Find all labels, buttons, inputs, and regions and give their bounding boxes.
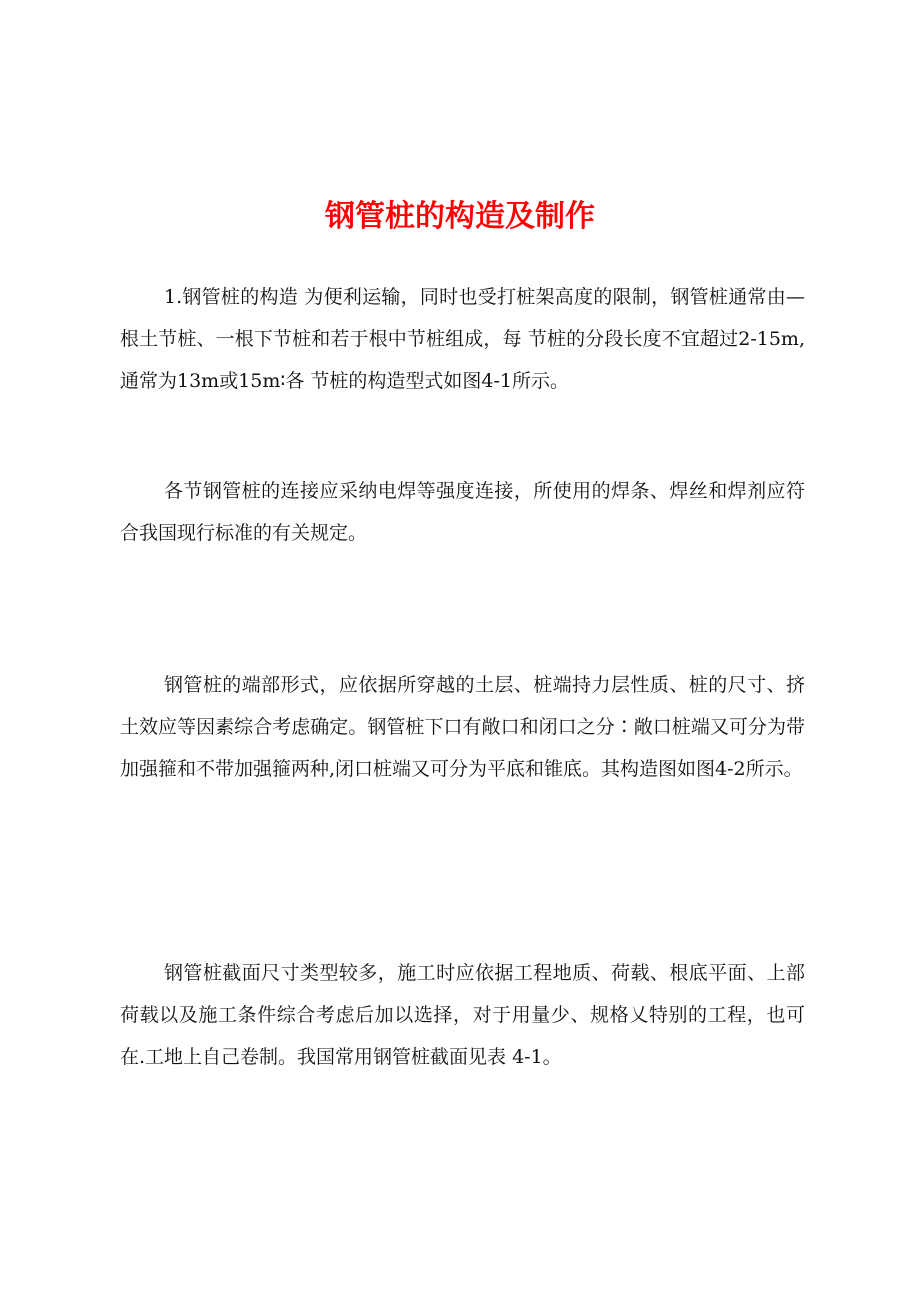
- paragraph-pile-structure: 1.钢管桩的构造 为便利运输，同时也受打桩架高度的限制，钢管桩通常由—根土节桩、一根下节桩和若于根中节桩组成，每 节桩的分段长度不宜超过2-15m,通常为13m或15m∶各 节桩的构造型式如图4-1所示。: [120, 286, 805, 392]
- paragraph-section-size: 钢管桩截面尺寸类型较多，施工时应依据工程地质、荷载、根底平面、上部荷载以及施工条件综合考虑后加以选择，对于用量少、规格乂特别的工程，也可在.工地上自己卷制。我国常用钢管桩截面见表 4-1。: [120, 962, 805, 1068]
- document-title: 钢管桩的构造及制作: [325, 199, 595, 234]
- paragraph-pile-end-form: 钢管桩的端部形式，应依据所穿越的土层、桩端持力层性质、桩的尺寸、挤土效应等因素综合考虑确定。钢管桩下口有敞口和闭口之分∶敞口桩端又可分为带加强箍和不带加强箍两种,闭口桩端又可分为平底和锥底。其构造图如图4-2所示。: [120, 674, 805, 780]
- paragraph-welding-connection: 各节钢管桩的连接应采纳电焊等强度连接，所使用的焊条、焊丝和焊剂应符合我国现行标准的有关规定。: [120, 480, 805, 544]
